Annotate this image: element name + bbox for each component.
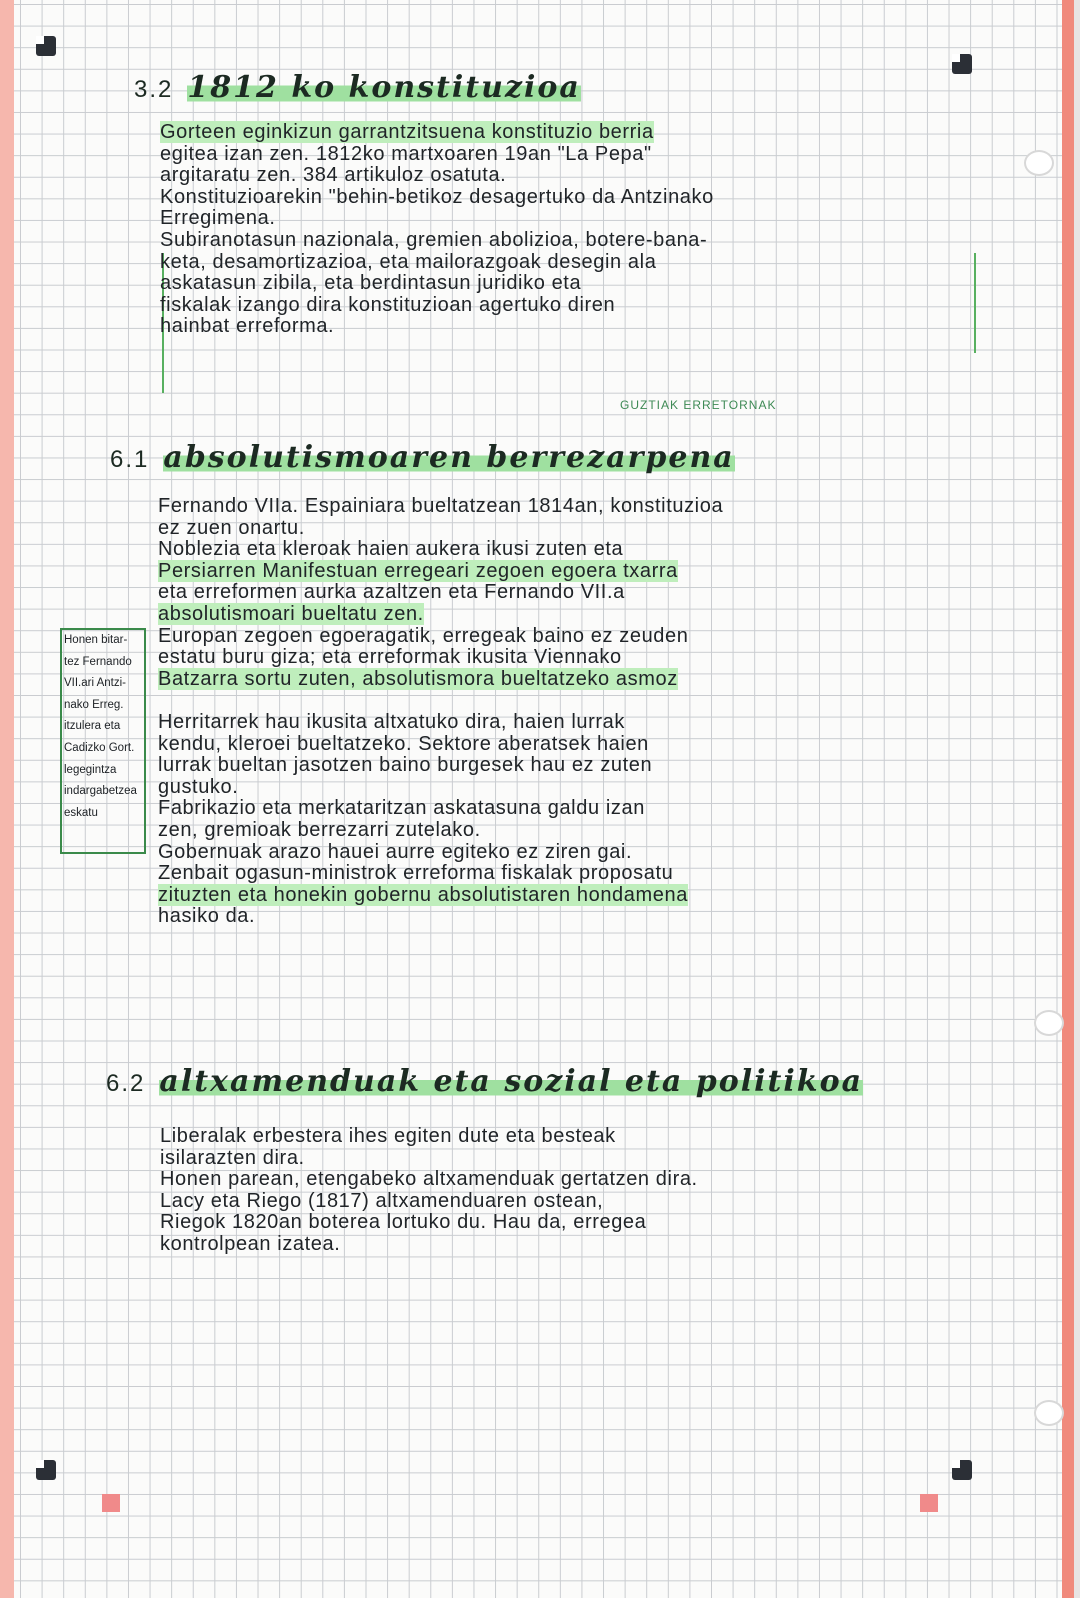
text-line: askatasun zibila, eta berdintasun juridiko eta (160, 272, 582, 295)
section-heading: altxamenduak eta sozial eta politikoa (159, 1064, 864, 1099)
text-line: zen, gremioak berrezarri zutelako. (158, 818, 481, 841)
page-edge-right (1062, 0, 1074, 1598)
sidebar-line: Cadizko Gort. (64, 741, 135, 754)
text-line: Fabrikazio eta merkataritzan askatasuna galdu izan (158, 797, 645, 820)
sidebar-line: itzulera eta (64, 720, 121, 733)
pink-marker (920, 1494, 938, 1512)
text-line: Persiarren Manifestuan erregeari zegoen egoera txarra (158, 559, 678, 582)
section-number: 6.2 (106, 1070, 146, 1097)
text-line: fiskalak izango dira konstituzioan agertuko diren (160, 293, 616, 316)
text-line: lurrak bueltan jasotzen baino burgesek hau ez zuten (158, 754, 653, 777)
sidebar-line: legegintza (64, 763, 117, 776)
text-line: Gorteen eginkizun garrantzitsuena konstituzio berria (160, 121, 654, 143)
text-line: gustuko. (158, 775, 239, 798)
text-line: hasiko da. (158, 905, 256, 928)
text-line: argitaratu zen. 384 artikuloz osatuta. (160, 164, 507, 187)
text-line: Noblezia eta kleroak haien aukera ikusi zuten eta (158, 538, 624, 561)
text-line: Liberalak erbestera ihes egiten dute eta besteak (160, 1125, 616, 1147)
section-title-6-1 (110, 440, 735, 475)
text-line: estatu buru giza; eta erreformak ikusita Viennako (158, 646, 622, 669)
margin-line (974, 253, 976, 353)
corner-marker-icon (36, 36, 56, 56)
pink-marker (102, 1494, 120, 1512)
text-line: keta, desamortizazioa, eta mailorazgoak desegin ala (160, 250, 657, 273)
text-line: zituzten eta honekin gobernu absolutistaren hondamena (158, 883, 688, 906)
text-line: Erregimena. (160, 207, 276, 230)
paragraph-6-1 (158, 496, 723, 928)
margin-note: GUZTIAK ERRETORNAK (620, 398, 777, 412)
text-line: egitea izan zen. 1812ko martxoaren 19an "La Pepa" (160, 142, 652, 165)
text-line: Subiranotasun nazionala, gremien abolizioa, botere-bana- (160, 228, 708, 251)
text-line: Zenbait ogasun-ministrok erreforma fiskalak proposatu (158, 862, 674, 885)
punch-hole (1034, 1400, 1064, 1426)
text-line: Batzarra sortu zuten, absolutismora bueltatzeko asmoz (158, 667, 678, 690)
section-number: 3.2 (134, 76, 174, 103)
sidebar-line: nako Erreg. (64, 698, 124, 711)
section-heading: 1812 ko konstituzioa (187, 70, 581, 105)
section-title-3-2 (134, 70, 581, 105)
text-line: isilarazten dira. (160, 1146, 305, 1169)
text-line: hainbat erreforma. (160, 315, 335, 338)
corner-marker-icon (36, 1460, 56, 1480)
text-line: kontrolpean izatea. (160, 1232, 341, 1255)
text-line: absolutismoari bueltatu zen. (158, 602, 424, 625)
text-line: Honen parean, etengabeko altxamenduak gertatzen dira. (160, 1168, 698, 1191)
punch-hole (1024, 150, 1054, 176)
sidebar-line: VII.ari Antzi- (64, 677, 126, 690)
text-line: Europan zegoen egoeragatik, erregeak baino ez zeuden (158, 624, 689, 647)
text-line: Lacy eta Riego (1817) altxamenduaren ostean, (160, 1189, 604, 1212)
text-line: Konstituzioarekin "behin-betikoz desagertuko da Antzinako (160, 185, 714, 208)
text-line: Herritarrek hau ikusita altxatuko dira, haien lurrak (158, 710, 625, 733)
corner-marker-icon (952, 54, 972, 74)
section-heading: absolutismoaren berrezarpena (163, 440, 735, 475)
text-line: ez zuen onartu. (158, 516, 305, 539)
text-line: Fernando VIIa. Espainiara bueltatzean 1814an, konstituzioa (158, 495, 724, 517)
sidebar-line: Honen bitar- (64, 634, 128, 646)
text-line: Gobernuak arazo hauei aurre egiteko ez ziren gai. (158, 840, 633, 863)
section-title-6-2 (106, 1064, 863, 1099)
text-line: kendu, kleroei bueltatzeko. Sektore aberatsek haien (158, 732, 649, 755)
sidebar-line: indargabetzea (64, 785, 137, 798)
text-line: Riegok 1820an boterea lortuko du. Hau da, erregea (160, 1211, 647, 1234)
punch-hole (1034, 1010, 1064, 1036)
page-edge-left (0, 0, 14, 1598)
sidebar-note-box (60, 628, 146, 854)
notebook-page (14, 0, 1074, 1598)
paragraph-3-2 (160, 122, 714, 338)
sidebar-line: tez Fernando (64, 655, 132, 668)
section-number: 6.1 (110, 446, 150, 473)
corner-marker-icon (952, 1460, 972, 1480)
sidebar-line: eskatu (64, 806, 98, 819)
paragraph-6-2 (160, 1126, 698, 1256)
text-line: eta erreformen aurka azaltzen eta Fernando VII.a (158, 581, 625, 604)
